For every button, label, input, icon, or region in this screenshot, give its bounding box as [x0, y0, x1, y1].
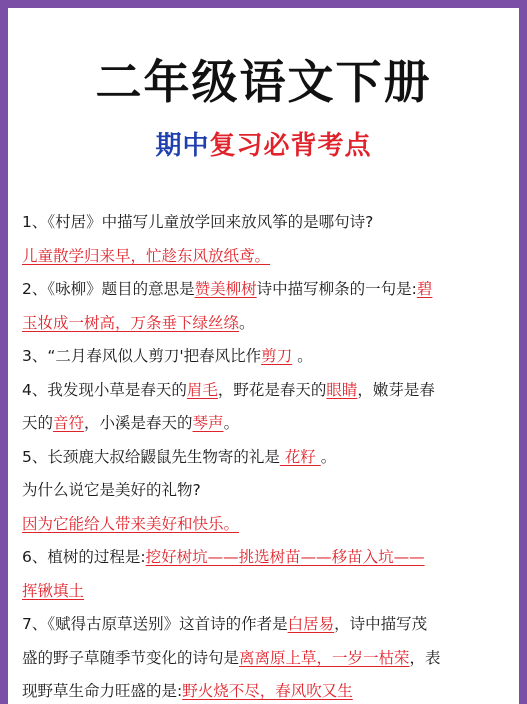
q4-text-4: 天的 — [22, 414, 54, 432]
question-3 — [22, 340, 506, 374]
question-2-cont — [22, 307, 506, 341]
question-2 — [22, 273, 506, 307]
q4-answer-1: 眉毛 — [186, 380, 218, 399]
q7-text-2: ，诗中描写茂 — [334, 615, 428, 633]
q4-answer-2: 眼睛 — [326, 380, 358, 399]
q3-text-2: 。 — [292, 347, 313, 365]
question-6-cont — [22, 575, 506, 609]
q6-answer-1a: 挖好树坑——挑选树苗——移苗入坑—— — [145, 548, 425, 566]
q7-text-4: ，表 — [409, 648, 441, 667]
q7-answer-3: 野火烧不尽，春风吹又生 — [182, 682, 353, 700]
page-subtitle — [8, 125, 519, 162]
question-4-cont — [22, 407, 506, 441]
content-body — [22, 206, 506, 704]
q2-text-1: 2、《咏柳》题目的意思是 — [22, 280, 195, 298]
q7-text-3: 盛的野子草随季节变化的诗句是 — [22, 648, 240, 667]
question-5 — [22, 441, 506, 475]
q4-answer-4: 琴声 — [192, 414, 224, 432]
q2-answer-2b: 玉妆成一树高，万条垂下绿丝绦 — [22, 313, 240, 332]
q4-text-1: 4、我发现小草是春天的 — [22, 380, 187, 399]
question-7-cont2 — [22, 675, 506, 704]
answer-1 — [22, 240, 506, 274]
question-6 — [22, 541, 506, 575]
subtitle-part-blue: 期中 — [155, 131, 210, 161]
q6-answer-1b: 挥锹填土 — [22, 581, 85, 600]
q4-text-2: ，野花是春天的 — [217, 380, 327, 399]
question-5b: 为什么说它是美好的礼物? — [22, 481, 201, 499]
q5-answer-1: 花籽 — [279, 447, 321, 466]
q3-answer-1: 剪刀 — [261, 347, 293, 365]
q2-answer-1: 赞美柳树 — [194, 280, 257, 298]
q3-text-1: 3、“二月春风似人剪刀'把春风比作 — [22, 347, 262, 365]
q7-text-5: 现野草生命力旺盛的是: — [22, 682, 183, 700]
q4-text-6: 。 — [223, 414, 240, 432]
q2-text-3: 。 — [239, 313, 255, 332]
q4-text-3: ，嫩芽是春 — [357, 380, 435, 399]
subtitle-part-red: 复习必背考点 — [209, 131, 372, 161]
q5-text-1: 5、长颈鹿大叔给鼹鼠先生物寄的礼是 — [22, 447, 280, 466]
question-4 — [22, 374, 506, 408]
document-page — [8, 8, 519, 704]
q5-answer-2: 因为它能给人带来美好和快乐。 — [22, 514, 240, 533]
q7-answer-1: 白居易 — [287, 615, 335, 633]
q2-answer-2a: 碧 — [416, 280, 433, 298]
q7-text-1: 7、《赋得古原草送别》这首诗的作者是 — [22, 615, 288, 633]
question-7 — [22, 608, 506, 642]
q4-text-5: ，小溪是春天的 — [84, 414, 193, 432]
q7-answer-2: 离离原上草，一岁一枯荣 — [239, 648, 410, 667]
answer-5b — [22, 508, 506, 542]
q6-text-1: 6、植树的过程是: — [22, 548, 146, 566]
q4-answer-3: 音符 — [53, 414, 85, 432]
question-7-cont — [22, 642, 506, 676]
q5-text-2: 。 — [320, 447, 337, 466]
q2-text-2: 诗中描写柳条的一句是: — [256, 280, 417, 298]
question-1: 1、《村居》中描写儿童放学回来放风筝的是哪句诗? — [22, 213, 374, 231]
page-title: 二年级语文下册 — [95, 55, 432, 109]
answer-1-text: 儿童散学归来早，忙趁东风放纸鸢。 — [22, 246, 271, 265]
